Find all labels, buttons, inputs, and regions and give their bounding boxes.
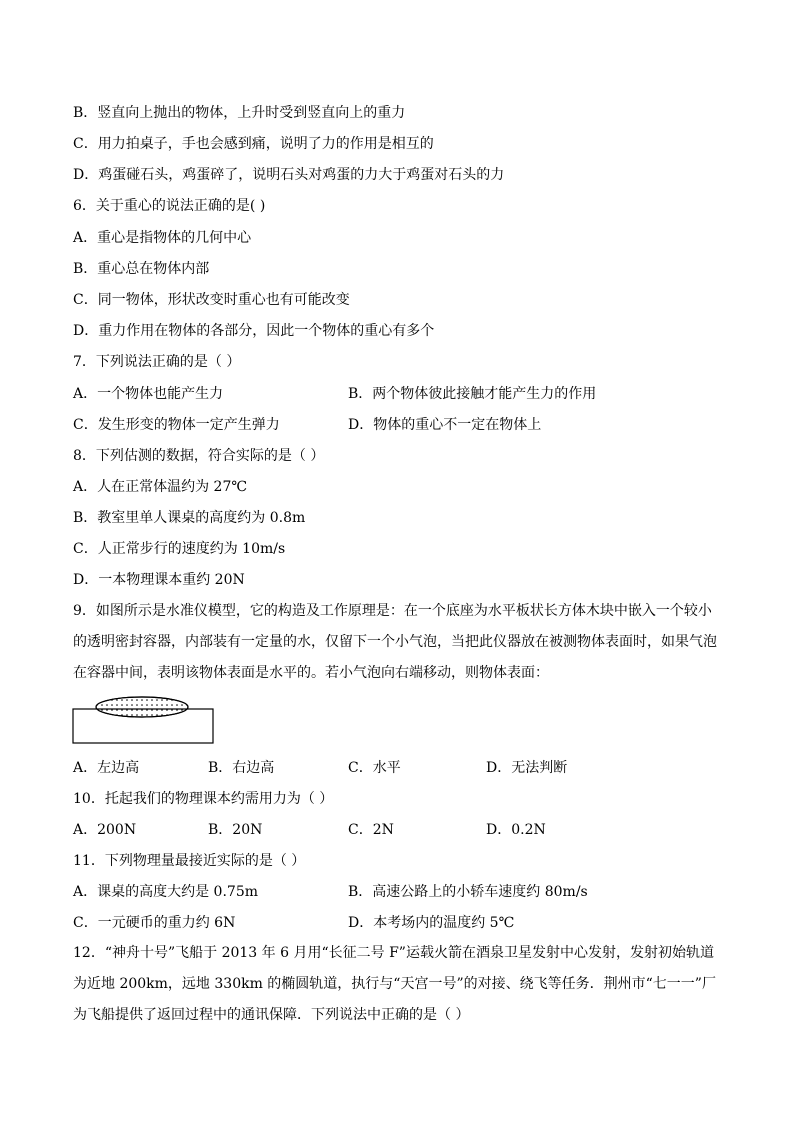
q11-option-c: C．一元硬币的重力约 6N [73,915,236,931]
q7-option-d: D．物体的重心不一定在物体上 [348,417,542,433]
q7-option-b: B．两个物体彼此接触才能产生力的作用 [348,386,597,402]
q10-stem: 10．托起我们的物理课本约需用力为（ ） [73,791,334,807]
q8-stem: 8．下列估测的数据，符合实际的是（ ） [73,448,325,464]
q11-option-a: A．课桌的高度大约是 0.75m [73,884,259,900]
q9-option-b: B．右边高 [208,760,275,776]
q10-option-b: B．20N [208,822,263,838]
q8-option-a: A．人在正常体温约为 27℃ [73,479,248,495]
q6-option-a: A．重心是指物体的几何中心 [73,230,252,246]
q5-option-c: C．用力拍桌子，手也会感到痛，说明了力的作用是相互的 [73,136,434,152]
q11-option-b: B．高速公路上的小轿车速度约 80m/s [348,884,588,900]
q8-option-c: C．人正常步行的速度约为 10m/s [73,541,286,557]
q7-option-a: A．一个物体也能产生力 [73,386,224,402]
q5-option-d: D．鸡蛋碰石头，鸡蛋碎了，说明石头对鸡蛋的力大于鸡蛋对石头的力 [73,167,505,183]
q6-option-b: B．重心总在物体内部 [73,261,210,277]
q9-option-c: C．水平 [348,760,401,776]
q8-option-d: D．一本物理课本重约 20N [73,572,245,588]
q10-option-a: A．200N [73,822,137,838]
q9-option-d: D．无法判断 [486,760,568,776]
q11-option-d: D．本考场内的温度约 5℃ [348,915,515,931]
q10-option-c: C．2N [348,822,394,838]
spirit-level-figure [70,693,218,747]
q6-option-d: D．重力作用在物体的各部分，因此一个物体的重心有多个 [73,323,435,339]
q9-stem: 9．如图所示是水准仪模型，它的构造及工作原理是：在一个底座为水平板状长方体木块中嵌入一个较小的透明密封容器，内部装有一定量的水，仅留下一个小气泡，当把此仪器放在被测物体表面时，如果气泡在容器中间，表明该物体表面是水平的。若小气泡向右端移动，则物体表面： [73,603,717,681]
q10-option-d: D．0.2N [486,822,546,838]
q6-stem: 6．关于重心的说法正确的是( ) [73,198,266,214]
q7-option-c: C．发生形变的物体一定产生弹力 [73,417,280,433]
q7-stem: 7．下列说法正确的是（ ） [73,354,241,370]
q5-option-b: B．竖直向上抛出的物体，上升时受到竖直向上的重力 [73,105,406,121]
q8-option-b: B．教室里单人课桌的高度约为 0.8m [73,510,306,526]
q11-stem: 11．下列物理量最接近实际的是（ ） [73,853,306,869]
q12-stem: 12．“神舟十号”飞船于 2013 年 6 月用“长征二号 F”运载火箭在酒泉卫星发射中心发射，发射初始轨道为近地 200km，远地 330km 的椭圆轨道，执行与“天宫一号”的对接、绕飞等任务．荆州市“七一一”厂为飞船提供了返回过程中的通讯保障．下列说法中正确的是（ ） [73,945,716,1023]
q6-option-c: C．同一物体，形状改变时重心也有可能改变 [73,292,350,308]
q9-option-a: A．左边高 [73,760,140,776]
